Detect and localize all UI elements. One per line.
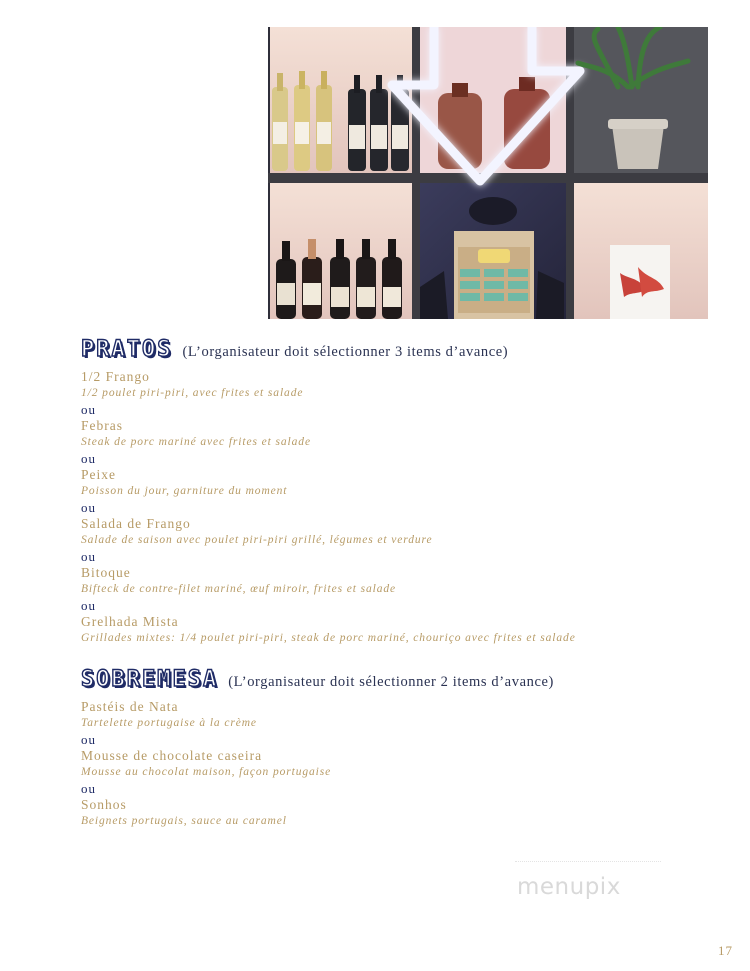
or-separator: ou — [81, 500, 96, 515]
menu-item-desc: 1/2 poulet piri-piri, avec frites et salade — [81, 387, 304, 399]
page-number: 17 — [718, 943, 733, 958]
menu-item-desc: Mousse au chocolat maison, façon portugaise — [81, 766, 332, 778]
menu-item-desc: Grillades mixtes: 1/4 poulet piri-piri, steak de porc mariné, chouriço avec frites et salade — [81, 632, 576, 644]
pratos-header — [81, 338, 701, 362]
menu-item-desc: Tartelette portugaise à la crème — [81, 717, 257, 729]
menu-item-name: 1/2 Frango — [81, 369, 150, 384]
menu-item-desc: Poisson du jour, garniture du moment — [81, 485, 288, 497]
menu-item-name: Sonhos — [81, 797, 127, 812]
sobremesa-note: (L’organisateur doit sélectionner 2 items d’avance) — [228, 674, 554, 690]
sobremesa-items — [81, 699, 701, 830]
or-separator: ou — [81, 732, 96, 747]
watermark-logo: menupix — [517, 874, 621, 900]
menu-item-name: Grelhada Mista — [81, 614, 179, 629]
pratos-items — [81, 369, 701, 647]
sobremesa-header — [81, 668, 701, 692]
watermark-divider — [515, 861, 661, 862]
or-separator: ou — [81, 451, 96, 466]
menu-item-name: Salada de Frango — [81, 516, 191, 531]
menu-item-name: Peixe — [81, 467, 116, 482]
sobremesa-section — [81, 668, 701, 830]
or-separator: ou — [81, 549, 96, 564]
menu-item-name: Bitoque — [81, 565, 131, 580]
or-separator: ou — [81, 781, 96, 796]
menu-item-desc: Beignets portugais, sauce au caramel — [81, 815, 287, 827]
menu-item-desc: Bifteck de contre-filet mariné, œuf miroir, frites et salade — [81, 583, 397, 595]
shelves-illustration — [268, 27, 708, 319]
menu-item-name: Mousse de chocolate caseira — [81, 748, 263, 763]
or-separator: ou — [81, 598, 96, 613]
header-photo — [268, 27, 708, 319]
pratos-section — [81, 338, 701, 647]
menu-item-name: Pastéis de Nata — [81, 699, 179, 714]
menu-item-desc: Salade de saison avec poulet piri-piri grillé, légumes et verdure — [81, 534, 433, 546]
menu-item-desc: Steak de porc mariné avec frites et salade — [81, 436, 311, 448]
menu-item-name: Febras — [81, 418, 123, 433]
pratos-title: PRATOS — [81, 337, 173, 362]
or-separator: ou — [81, 402, 96, 417]
sobremesa-title: SOBREMESA — [81, 667, 219, 692]
pratos-note: (L’organisateur doit sélectionner 3 items d’avance) — [182, 344, 509, 360]
